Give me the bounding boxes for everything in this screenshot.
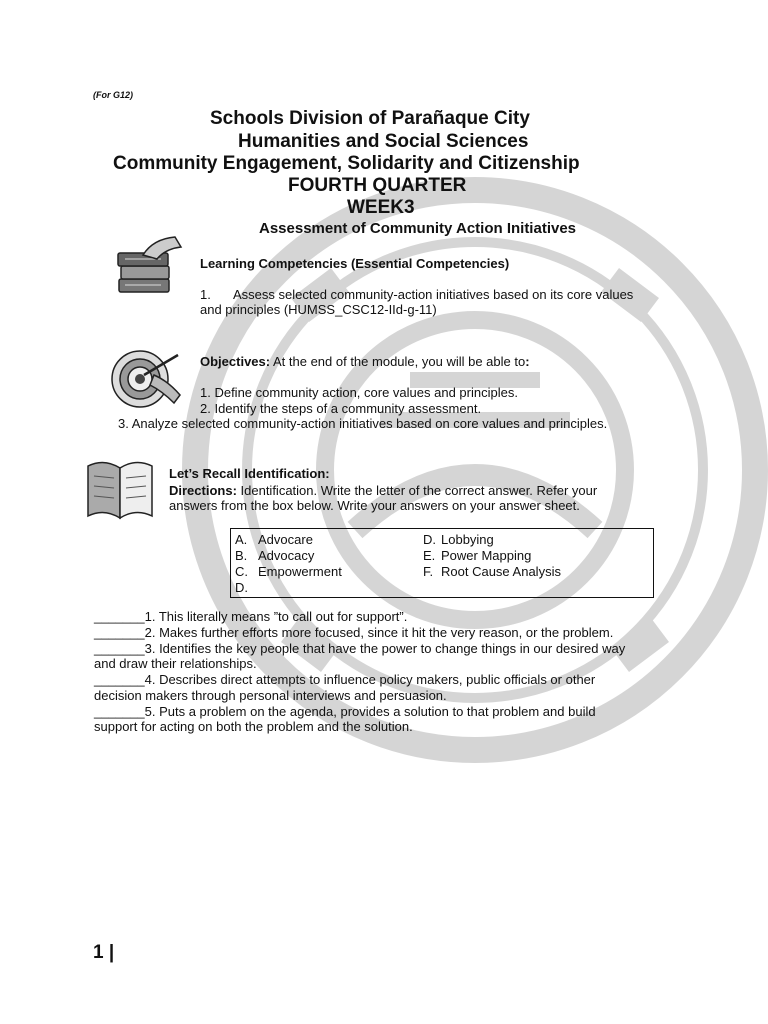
choice-letter: B.: [235, 548, 248, 563]
choice-text: Root Cause Analysis: [441, 564, 561, 579]
answer-choices-box: [230, 528, 654, 598]
question-line: and draw their relationships.: [94, 656, 257, 671]
books-icon: [113, 233, 185, 299]
choice-text: Lobbying: [441, 532, 494, 547]
subject-title: Community Engagement, Solidarity and Citizenship: [113, 153, 580, 174]
page-number: 1 |: [93, 942, 115, 963]
question-line: _______1. This literally means ”to call out for support”.: [94, 609, 408, 624]
recall-heading: Let’s Recall Identification:: [169, 466, 330, 481]
grade-note: (For G12): [93, 90, 134, 100]
objective-item: 3. Analyze selected community-action initiatives based on core values and principles.: [118, 416, 608, 431]
question-line: _______4. Describes direct attempts to influence policy makers, public officials or other: [94, 672, 596, 687]
choice-letter: D.: [235, 580, 248, 595]
quarter-title: FOURTH QUARTER: [288, 175, 467, 196]
choice-text: Empowerment: [258, 564, 342, 579]
choice-letter: A.: [235, 532, 248, 547]
objectives-intro: At the end of the module, you will be able to: [270, 354, 526, 369]
objectives-colon: :: [525, 354, 530, 369]
objective-item: 1. Define community action, core values and principles.: [200, 385, 518, 400]
question-line: _______5. Puts a problem on the agenda, provides a solution to that problem and build: [94, 704, 596, 719]
open-book-icon: [82, 456, 158, 524]
choice-letter: E.: [423, 548, 436, 563]
directions-text: Identification. Write the letter of the correct answer. Refer your: [236, 483, 598, 498]
directions-line-2: answers from the box below. Write your answers on your answer sheet.: [169, 498, 580, 513]
choice-letter: F.: [423, 564, 434, 579]
week-title: WEEK3: [347, 197, 415, 218]
question-line: _______2. Makes further efforts more focused, since it hit the very reason, or the problem.: [94, 625, 614, 640]
objectives-line: [200, 354, 530, 369]
question-line: _______3. Identifies the key people that have the power to change things in our desired way: [94, 641, 626, 656]
objective-item: 2. Identify the steps of a community assessment.: [200, 401, 482, 416]
objectives-label: Objectives:: [200, 354, 271, 369]
competency-number: 1.: [200, 287, 211, 302]
choice-letter: C.: [235, 564, 248, 579]
division-title: Schools Division of Parañaque City: [210, 108, 530, 129]
topic-title: Assessment of Community Action Initiatives: [259, 220, 577, 237]
question-line: decision makers through personal interviews and persuasion.: [94, 688, 447, 703]
choice-text: Advocacy: [258, 548, 315, 563]
choice-letter: D.: [423, 532, 436, 547]
directions-line: [169, 483, 597, 498]
strand-title: Humanities and Social Sciences: [238, 131, 529, 152]
choice-text: Advocare: [258, 532, 313, 547]
directions-label: Directions:: [169, 483, 237, 498]
question-line: support for acting on both the problem and the solution.: [94, 719, 413, 734]
competency-line-2: and principles (HUMSS_CSC12-IId-g-11): [200, 302, 437, 317]
competency-line-1: Assess selected community-action initiatives based on its core values: [233, 287, 634, 302]
target-dart-icon: [106, 345, 186, 411]
competencies-heading: Learning Competencies (Essential Competencies): [200, 256, 510, 271]
choice-text: Power Mapping: [441, 548, 532, 563]
